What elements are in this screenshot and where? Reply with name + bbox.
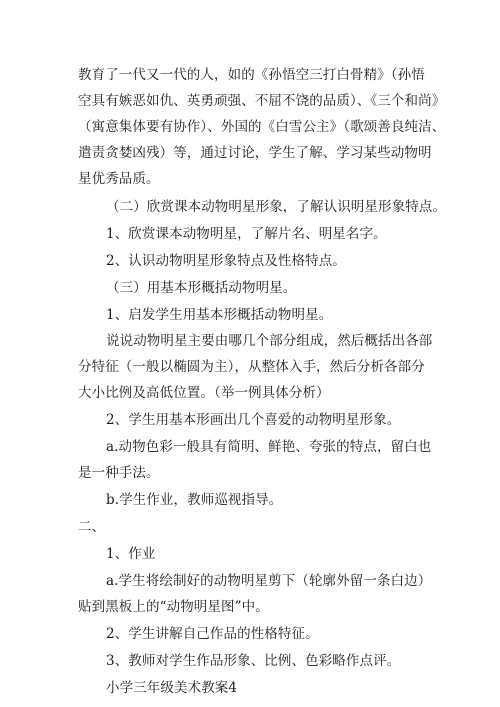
list-item: 1、作业 <box>106 546 156 562</box>
paragraph-line: 是一种手法。 <box>78 465 160 481</box>
section-heading: 二、 <box>78 519 106 535</box>
paragraph-line: 教育了一代又一代的人，如的《孙悟空三打白骨精》（孙悟 <box>78 67 425 83</box>
list-item: 1、启发学生用基本形概括动物明星。 <box>106 307 333 323</box>
paragraph-line: 空具有嫉恶如仇、英勇顽强、不屈不饶的品质）、《三个和尚》 <box>78 93 446 109</box>
list-item: 2、学生用基本形画出几个喜爱的动物明星形象。 <box>106 412 401 428</box>
paragraph-line: 贴到黑板上的“动物明星图”中。 <box>78 599 269 615</box>
paragraph-line: a.学生将绘制好的动物明星剪下（轮廓外留一条白边） <box>106 573 432 589</box>
paragraph-line: 遣责贪婪凶残）等，通过讨论，学生了解、学习某些动物明 <box>78 145 432 161</box>
list-item: 2、认识动物明星形象特点及性格特点。 <box>106 253 346 269</box>
paragraph-line: 说说动物明星主要由哪几个部分组成，然后概括出各部 <box>106 333 433 349</box>
list-item: 3、教师对学生作品形象、比例、色彩略作点评。 <box>106 653 401 669</box>
paragraph-line: 分特征（一般以椭圆为主），从整体入手，然后分析各部分 <box>78 359 425 375</box>
paragraph-line: a.动物色彩一般具有简明、鲜艳、夸张的特点，留白也 <box>106 439 432 455</box>
list-item: 1、欣赏课本动物明星，了解片名、明星名字。 <box>106 226 387 242</box>
section-heading: （二）欣赏课本动物明星形象，了解认识明星形象特点。 <box>106 199 446 215</box>
paragraph-line: （寓意集体要有协作）、外国的《白雪公主》（歌颂善良纯洁、 <box>78 119 446 135</box>
paragraph-line: 大小比例及高低位置。（举一例具体分析） <box>78 385 330 401</box>
paragraph-line: b.学生作业，教师巡视指导。 <box>106 492 283 508</box>
list-item: 2、学生讲解自己作品的性格特征。 <box>106 626 319 642</box>
section-heading: （三）用基本形概括动物明星。 <box>106 280 297 296</box>
section-title: 小学三年级美术教案4 <box>106 680 238 696</box>
paragraph-line: 星优秀品质。 <box>78 171 160 187</box>
